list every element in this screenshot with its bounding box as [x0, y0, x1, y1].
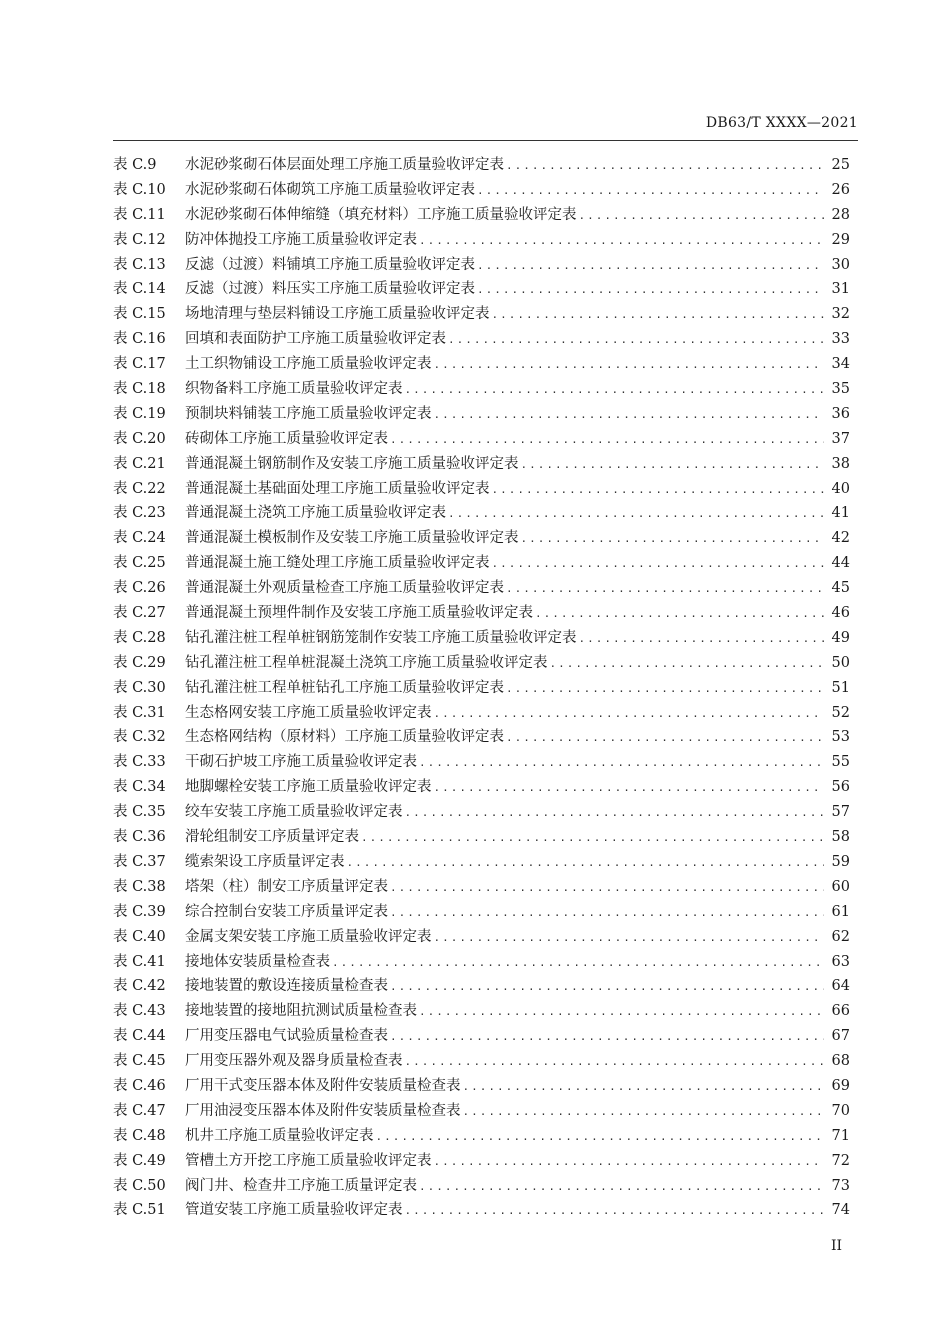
toc-dot-leader [434, 776, 825, 800]
toc-entry-label: 表 C.16 [113, 331, 166, 348]
toc-entry-page: 33 [831, 331, 850, 348]
toc-entry-label: 表 C.51 [113, 1202, 166, 1219]
toc-entry-title: 土工织物铺设工序施工质量验收评定表 [185, 356, 432, 373]
toc-entry-title: 金属支架安装工序施工质量验收评定表 [185, 928, 432, 945]
toc-entry-label: 表 C.38 [113, 878, 166, 895]
toc-dot-leader [390, 901, 824, 925]
toc-entry-title: 场地清理与垫层料铺设工序施工质量验收评定表 [185, 306, 490, 323]
toc-entry-label: 表 C.25 [113, 555, 166, 572]
toc-entry-page: 30 [831, 256, 850, 273]
toc-entry-page: 40 [831, 480, 850, 497]
toc-entry-page: 50 [831, 654, 850, 671]
toc-entry-label: 表 C.15 [113, 306, 166, 323]
toc-entry[interactable] [113, 352, 850, 377]
toc-entry[interactable] [113, 1024, 850, 1049]
toc-dot-leader [405, 801, 825, 825]
toc-entry[interactable] [113, 551, 850, 576]
toc-dot-leader [492, 552, 825, 576]
toc-entry-title: 普通混凝土基础面处理工序施工质量验收评定表 [185, 480, 490, 497]
toc-entry[interactable] [113, 253, 850, 278]
toc-entry[interactable] [113, 825, 850, 850]
toc-entry[interactable] [113, 676, 850, 701]
page-number: II [830, 1238, 842, 1254]
toc-entry-title: 干砌石护坡工序施工质量验收评定表 [185, 754, 417, 771]
toc-entry-label: 表 C.26 [113, 580, 166, 597]
toc-entry-page: 38 [831, 455, 850, 472]
toc-dot-leader [463, 1075, 825, 1099]
toc-entry-label: 表 C.41 [113, 953, 166, 970]
toc-entry-title: 水泥砂浆砌石体层面处理工序施工质量验收评定表 [185, 157, 504, 173]
toc-entry[interactable] [113, 452, 850, 477]
toc-entry[interactable] [113, 228, 850, 253]
toc-dot-leader [390, 975, 824, 999]
toc-entry-page: 67 [831, 1028, 850, 1045]
toc-entry-title: 钻孔灌注桩工程单桩钢筋笼制作安装工序施工质量验收评定表 [185, 629, 577, 646]
toc-dot-leader [492, 303, 825, 327]
toc-entry[interactable] [113, 850, 850, 875]
toc-entry[interactable] [113, 377, 850, 402]
toc-entry-page: 51 [831, 679, 850, 696]
toc-entry-page: 26 [831, 181, 850, 198]
toc-entry[interactable] [113, 1174, 850, 1199]
toc-entry[interactable] [113, 999, 850, 1024]
toc-entry-page: 31 [831, 281, 850, 298]
toc-entry-page: 69 [831, 1077, 850, 1094]
toc-entry-label: 表 C.13 [113, 256, 166, 273]
toc-entry-title: 管道安装工序施工质量验收评定表 [185, 1202, 403, 1219]
toc-entry-label: 表 C.35 [113, 804, 166, 821]
toc-entry-page: 45 [831, 580, 850, 597]
toc-entry-title: 织物备料工序施工质量验收评定表 [185, 381, 403, 398]
toc-entry-label: 表 C.11 [113, 206, 166, 223]
toc-entry[interactable] [113, 277, 850, 302]
toc-entry-title: 普通混凝土模板制作及安装工序施工质量验收评定表 [185, 530, 519, 547]
toc-entry-page: 59 [831, 853, 850, 870]
toc-entry-title: 缆索架设工序质量评定表 [185, 853, 345, 870]
toc-dot-leader [390, 1025, 824, 1049]
toc-entry-label: 表 C.30 [113, 679, 166, 696]
toc-dot-leader [405, 1199, 825, 1223]
toc-dot-leader [506, 154, 824, 178]
toc-entry-title: 防冲体抛投工序施工质量验收评定表 [185, 231, 417, 248]
toc-entry[interactable] [113, 800, 850, 825]
toc-entry-label: 表 C.23 [113, 505, 166, 522]
toc-dot-leader [448, 328, 824, 352]
toc-entry-page: 37 [831, 430, 850, 447]
toc-entry-page: 64 [831, 978, 850, 995]
toc-entry[interactable] [113, 925, 850, 950]
toc-entry-title: 接地装置的接地阻抗测试质量检查表 [185, 1003, 417, 1020]
toc-entry-page: 60 [831, 878, 850, 895]
toc-entry-label: 表 C.32 [113, 729, 166, 746]
toc-entry[interactable] [113, 701, 850, 726]
toc-entry-title: 厂用变压器电气试验质量检查表 [185, 1028, 388, 1045]
toc-dot-leader [550, 652, 825, 676]
toc-entry-title: 普通混凝土预埋件制作及安装工序施工质量验收评定表 [185, 605, 533, 622]
toc-dot-leader [477, 254, 824, 278]
toc-entry-label: 表 C.31 [113, 704, 166, 721]
toc-entry-page: 53 [831, 729, 850, 746]
toc-dot-leader [477, 179, 824, 203]
toc-dot-leader [434, 353, 825, 377]
toc-entry-title: 接地装置的敷设连接质量检查表 [185, 978, 388, 995]
header-rule [113, 140, 858, 141]
toc-entry-page: 71 [831, 1127, 850, 1144]
toc-entry[interactable] [113, 974, 850, 999]
toc-dot-leader [521, 453, 825, 477]
toc-entry-label: 表 C.9 [113, 157, 157, 173]
toc-entry-page: 52 [831, 704, 850, 721]
toc-entry-label: 表 C.34 [113, 779, 166, 796]
toc-entry[interactable] [113, 1198, 850, 1223]
toc-entry[interactable] [113, 302, 850, 327]
toc-dot-leader [506, 677, 824, 701]
toc-entry-label: 表 C.18 [113, 381, 166, 398]
toc-dot-leader [332, 951, 824, 975]
toc-entry-page: 62 [831, 928, 850, 945]
toc-entry-title: 普通混凝土施工缝处理工序施工质量验收评定表 [185, 555, 490, 572]
toc-entry-label: 表 C.22 [113, 480, 166, 497]
toc-dot-leader [463, 1100, 825, 1124]
toc-entry-page: 61 [831, 903, 850, 920]
toc-entry-label: 表 C.17 [113, 356, 166, 373]
toc-entry-page: 44 [831, 555, 850, 572]
toc-entry-page: 57 [831, 804, 850, 821]
toc-dot-leader [492, 478, 825, 502]
toc-dot-leader [434, 403, 825, 427]
toc-entry-label: 表 C.44 [113, 1028, 166, 1045]
toc-entry-title: 塔架（柱）制安工序质量评定表 [185, 878, 388, 895]
toc-entry-title: 普通混凝土钢筋制作及安装工序施工质量验收评定表 [185, 455, 519, 472]
toc-entry-label: 表 C.43 [113, 1003, 166, 1020]
toc-entry[interactable] [113, 900, 850, 925]
toc-entry-title: 普通混凝土浇筑工序施工质量验收评定表 [185, 505, 446, 522]
toc-entry[interactable] [113, 750, 850, 775]
toc-entry-page: 63 [831, 953, 850, 970]
toc-dot-leader [376, 1125, 825, 1149]
toc-entry-title: 综合控制台安装工序质量评定表 [185, 903, 388, 920]
toc-entry[interactable] [113, 1124, 850, 1149]
toc-entry-page: 28 [831, 206, 850, 223]
toc-entry-title: 管槽土方开挖工序施工质量验收评定表 [185, 1152, 432, 1169]
toc-entry-label: 表 C.21 [113, 455, 166, 472]
toc-entry[interactable] [113, 1149, 850, 1174]
toc-entry-page: 74 [831, 1202, 850, 1219]
toc-entry[interactable] [113, 576, 850, 601]
toc-entry-label: 表 C.27 [113, 605, 166, 622]
toc-entry[interactable] [113, 526, 850, 551]
toc-entry-label: 表 C.50 [113, 1177, 166, 1194]
toc-entry-label: 表 C.37 [113, 853, 166, 870]
toc-dot-leader [506, 726, 824, 750]
toc-entry-page: 55 [831, 754, 850, 771]
toc-entry-page: 66 [831, 1003, 850, 1020]
toc-entry-page: 29 [831, 231, 850, 248]
toc-entry[interactable] [113, 626, 850, 651]
toc-dot-leader [579, 627, 825, 651]
toc-entry-page: 42 [831, 530, 850, 547]
toc-dot-leader [579, 204, 825, 228]
toc-entry-label: 表 C.19 [113, 405, 166, 422]
toc-entry-title: 普通混凝土外观质量检查工序施工质量验收评定表 [185, 580, 504, 597]
toc-entry-page: 68 [831, 1053, 850, 1070]
toc-dot-leader [434, 702, 825, 726]
toc-entry-page: 35 [831, 381, 850, 398]
toc-entry[interactable] [113, 601, 850, 626]
toc-entry-title: 预制块料铺装工序施工质量验收评定表 [185, 405, 432, 422]
toc-entry-title: 钻孔灌注桩工程单桩钻孔工序施工质量验收评定表 [185, 679, 504, 696]
toc-entry[interactable] [113, 950, 850, 975]
toc-entry-title: 滑轮组制安工序质量评定表 [185, 829, 359, 846]
toc-entry[interactable] [113, 402, 850, 427]
toc-entry-page: 46 [831, 605, 850, 622]
toc-entry-label: 表 C.49 [113, 1152, 166, 1169]
toc-entry-page: 41 [831, 505, 850, 522]
toc-entry-label: 表 C.12 [113, 231, 166, 248]
toc-entry[interactable] [113, 1099, 850, 1124]
toc-entry-label: 表 C.33 [113, 754, 166, 771]
toc-entry[interactable] [113, 1074, 850, 1099]
toc-dot-leader [419, 751, 824, 775]
toc-entry[interactable] [113, 427, 850, 452]
toc-dot-leader [419, 229, 824, 253]
toc-entry-page: 49 [831, 629, 850, 646]
toc-entry[interactable] [113, 501, 850, 526]
toc-dot-leader [361, 826, 824, 850]
toc-entry-title: 机井工序施工质量验收评定表 [185, 1127, 374, 1144]
toc-dot-leader [477, 278, 824, 302]
toc-entry-title: 钻孔灌注桩工程单桩混凝土浇筑工序施工质量验收评定表 [185, 654, 548, 671]
toc-entry-title: 厂用油浸变压器本体及附件安装质量检查表 [185, 1102, 461, 1119]
toc-entry-title: 水泥砂浆砌石体砌筑工序施工质量验收评定表 [185, 181, 475, 198]
toc-entry-title: 生态格网结构（原材料）工序施工质量验收评定表 [185, 729, 504, 746]
toc-entry-label: 表 C.42 [113, 978, 166, 995]
toc-entry-page: 70 [831, 1102, 850, 1119]
toc-dot-leader [347, 851, 825, 875]
toc-dot-leader [390, 428, 824, 452]
toc-entry[interactable] [113, 875, 850, 900]
toc-entry-page: 73 [831, 1177, 850, 1194]
toc-entry-page: 34 [831, 356, 850, 373]
toc-entry[interactable] [113, 327, 850, 352]
toc-entry-page: 25 [831, 157, 850, 173]
document-code: DB63/T XXXX—2021 [705, 115, 858, 131]
toc-dot-leader [419, 1000, 824, 1024]
toc-entry[interactable] [113, 775, 850, 800]
toc-entry-label: 表 C.39 [113, 903, 166, 920]
toc-entry-label: 表 C.24 [113, 530, 166, 547]
table-of-contents [113, 153, 850, 1223]
toc-entry-title: 厂用干式变压器本体及附件安装质量检查表 [185, 1077, 461, 1094]
toc-entry-page: 72 [831, 1152, 850, 1169]
toc-dot-leader [405, 378, 825, 402]
toc-dot-leader [521, 527, 825, 551]
toc-entry-label: 表 C.20 [113, 430, 166, 447]
toc-entry-title: 接地体安装质量检查表 [185, 953, 330, 970]
toc-dot-leader [434, 926, 825, 950]
toc-dot-leader [390, 876, 824, 900]
toc-entry-page: 56 [831, 779, 850, 796]
toc-entry-title: 回填和表面防护工序施工质量验收评定表 [185, 331, 446, 348]
toc-entry-label: 表 C.48 [113, 1127, 166, 1144]
toc-entry[interactable] [113, 153, 850, 178]
toc-entry-title: 绞车安装工序施工质量验收评定表 [185, 804, 403, 821]
toc-entry-title: 阀门井、检查井工序施工质量评定表 [185, 1177, 417, 1194]
toc-entry-label: 表 C.36 [113, 829, 166, 846]
toc-entry-label: 表 C.29 [113, 654, 166, 671]
toc-entry-label: 表 C.47 [113, 1102, 166, 1119]
toc-dot-leader [434, 1150, 825, 1174]
toc-entry-title: 反滤（过渡）料铺填工序施工质量验收评定表 [185, 256, 475, 273]
toc-entry[interactable] [113, 651, 850, 676]
toc-dot-leader [535, 602, 824, 626]
toc-entry-label: 表 C.40 [113, 928, 166, 945]
toc-entry-title: 反滤（过渡）料压实工序施工质量验收评定表 [185, 281, 475, 298]
toc-dot-leader [506, 577, 824, 601]
toc-dot-leader [419, 1175, 824, 1199]
toc-entry-label: 表 C.14 [113, 281, 166, 298]
toc-entry-label: 表 C.10 [113, 181, 166, 198]
toc-dot-leader [405, 1050, 825, 1074]
toc-entry-label: 表 C.45 [113, 1053, 166, 1070]
toc-entry-title: 地脚螺栓安装工序施工质量验收评定表 [185, 779, 432, 796]
toc-entry-title: 水泥砂浆砌石体伸缩缝（填充材料）工序施工质量验收评定表 [185, 206, 577, 223]
toc-dot-leader [448, 502, 824, 526]
toc-entry-label: 表 C.28 [113, 629, 166, 646]
toc-entry-title: 生态格网安装工序施工质量验收评定表 [185, 704, 432, 721]
toc-entry-title: 砖砌体工序施工质量验收评定表 [185, 430, 388, 447]
toc-entry-page: 36 [831, 405, 850, 422]
toc-entry-page: 32 [831, 306, 850, 323]
toc-entry-label: 表 C.46 [113, 1077, 166, 1094]
toc-entry[interactable] [113, 477, 850, 502]
toc-entry[interactable] [113, 178, 850, 203]
toc-entry-page: 58 [831, 829, 850, 846]
toc-entry[interactable] [113, 725, 850, 750]
toc-entry[interactable] [113, 203, 850, 228]
toc-entry[interactable] [113, 1049, 850, 1074]
toc-entry-title: 厂用变压器外观及器身质量检查表 [185, 1053, 403, 1070]
